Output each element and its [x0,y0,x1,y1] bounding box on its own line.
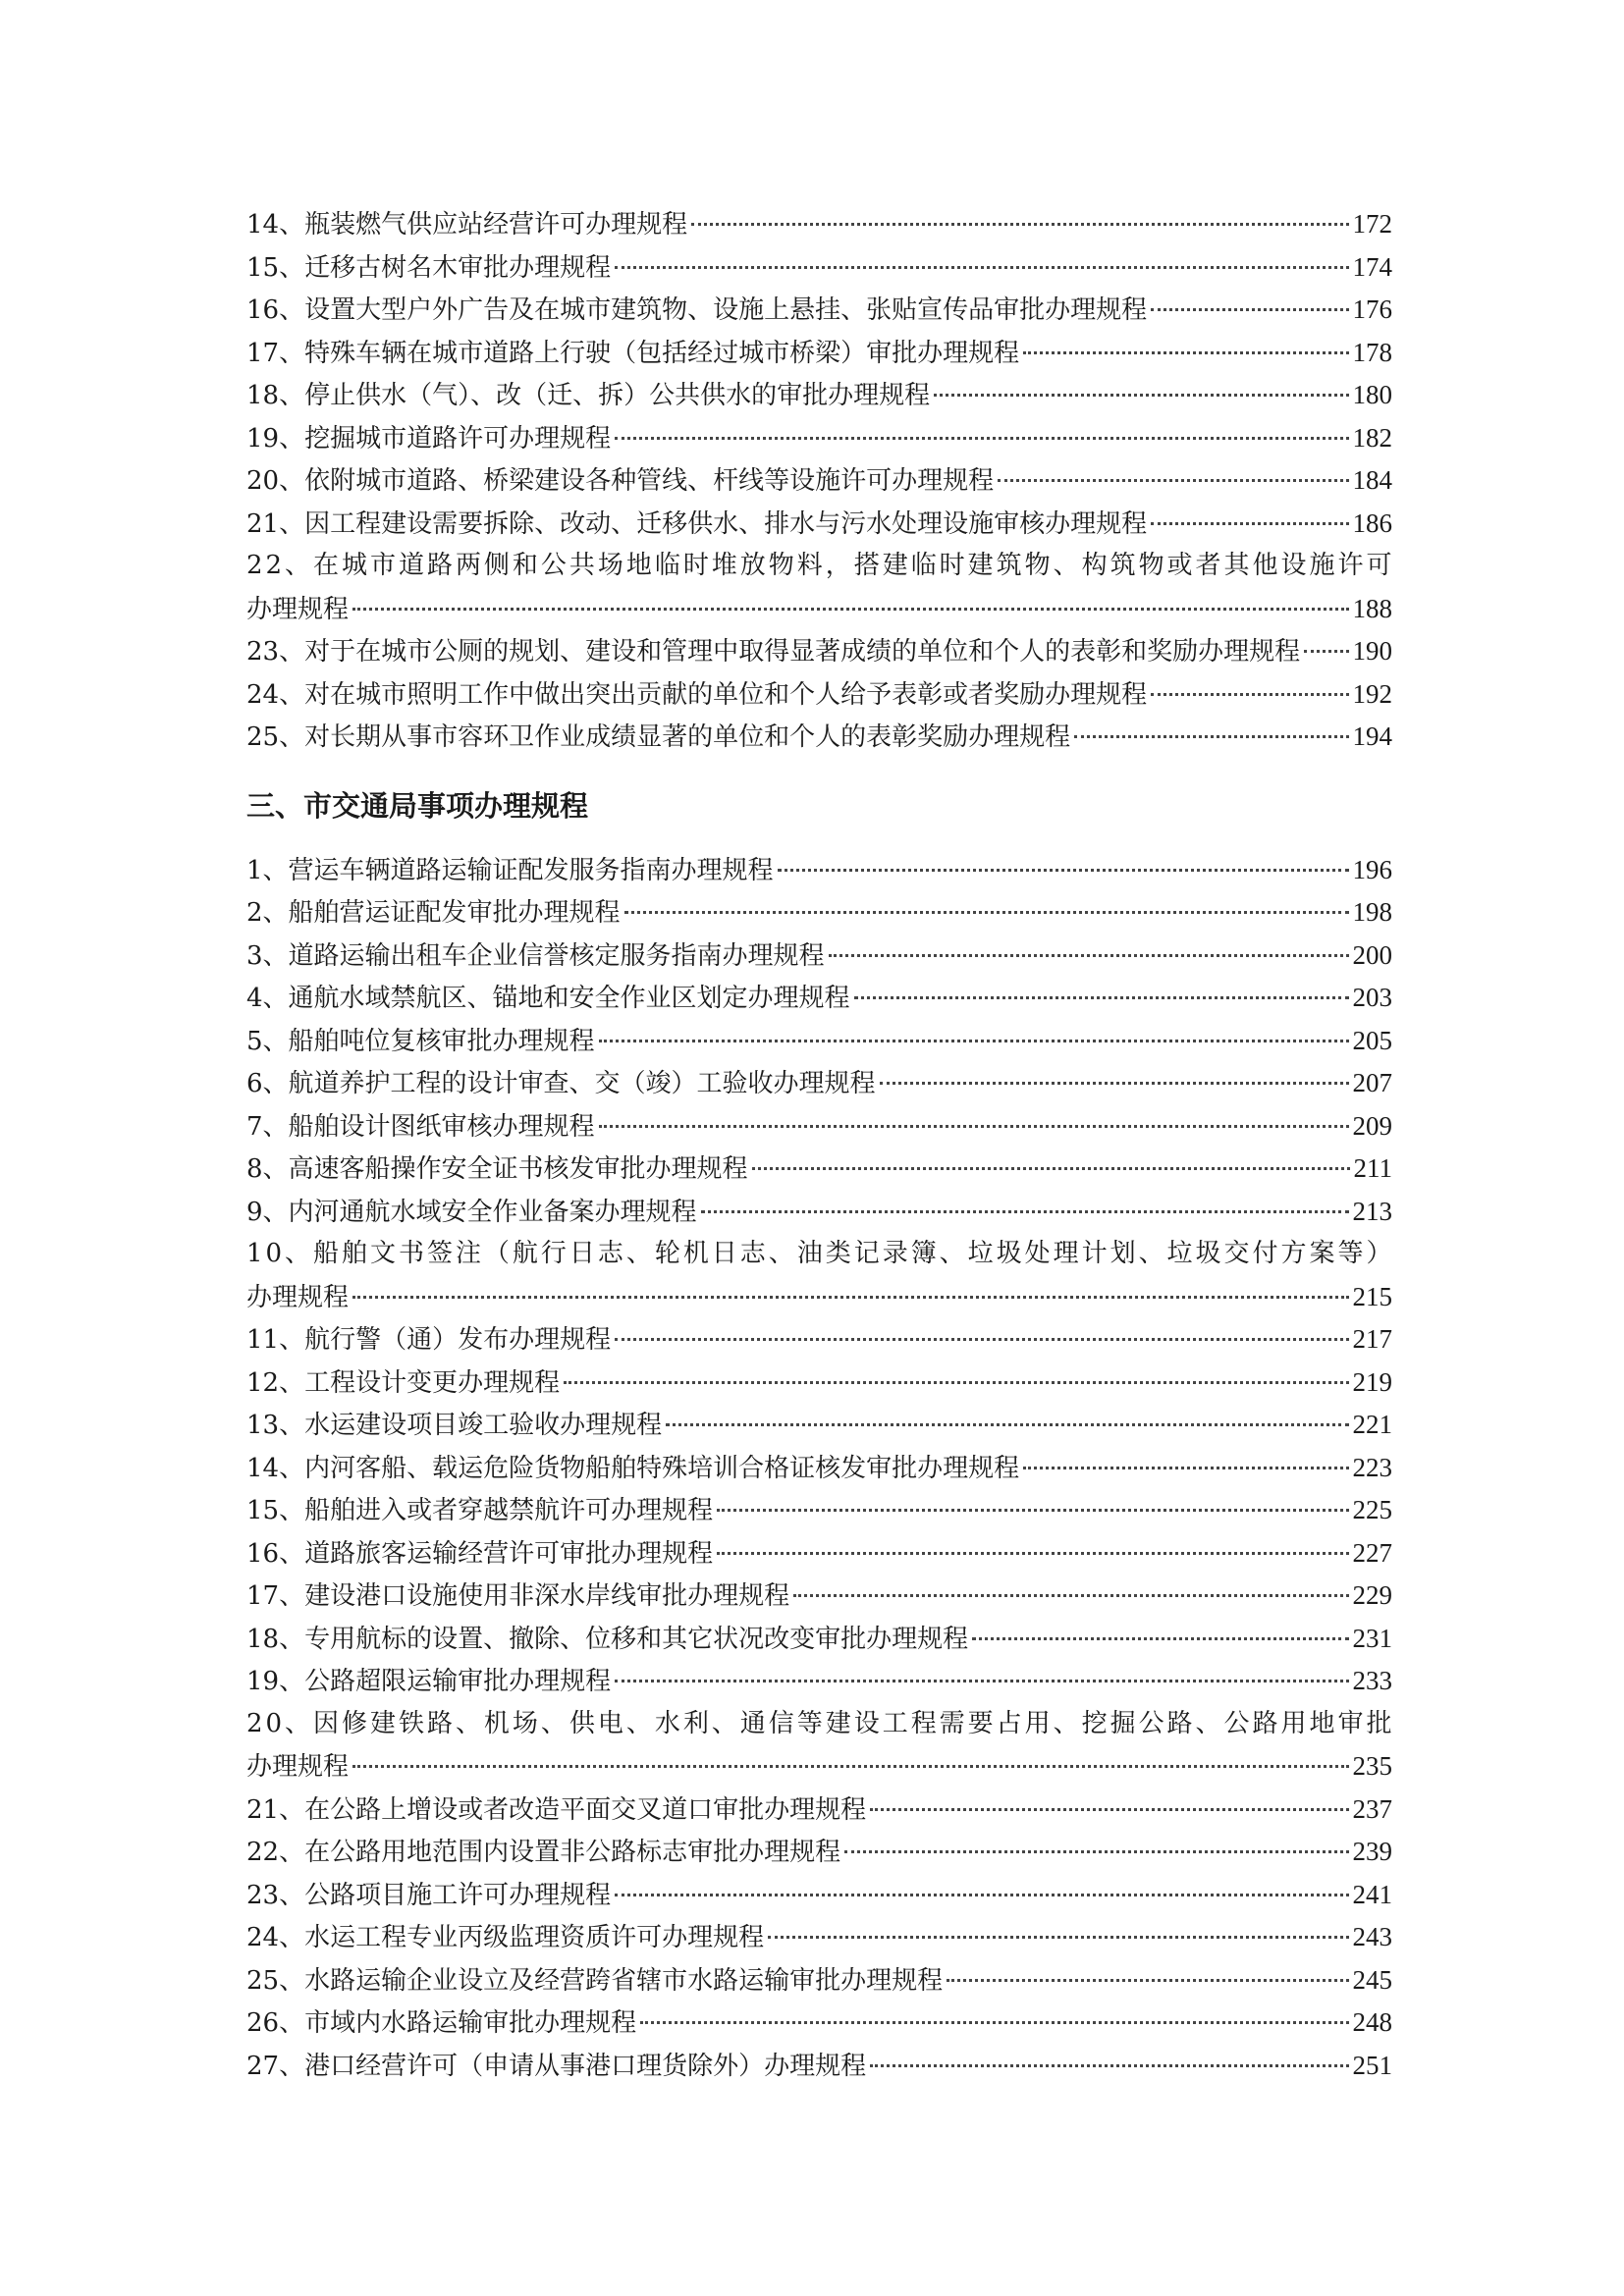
toc-list-top [246,203,1392,759]
toc-entry[interactable] [246,673,1392,717]
toc-entry-title-continued: 办理规程 [246,594,350,624]
toc-entry-page-number: 172 [1352,209,1392,239]
toc-entry-page-number: 227 [1352,1537,1392,1568]
toc-entry[interactable] [246,1916,1392,1959]
toc-entry-page-number: 200 [1352,939,1392,970]
toc-entry[interactable] [246,1318,1392,1362]
toc-entry-title: 17、特殊车辆在城市道路上行驶（包括经过城市桥梁）审批办理规程 [246,338,1020,368]
toc-entry-title: 15、迁移古树名木审批办理规程 [246,252,612,283]
toc-entry-page-number: 198 [1352,897,1392,927]
toc-entry[interactable] [246,1105,1392,1148]
dot-leader [599,1040,1349,1042]
toc-entry-page-number: 241 [1352,1879,1392,1909]
toc-entry-page-number: 188 [1352,593,1392,623]
toc-entry-page-number: 221 [1352,1410,1392,1439]
dot-leader [640,2021,1348,2024]
toc-entry-title: 20、依附城市道路、桥梁建设各种管线、杆线等设施许可办理规程 [246,466,995,496]
dot-leader [934,394,1348,397]
dot-leader [880,1082,1349,1085]
toc-entry-title: 24、水运工程专业丙级监理资质许可办理规程 [246,1923,765,1952]
toc-entry-page-number: 211 [1353,1153,1392,1183]
dot-leader [691,223,1348,226]
dot-leader [870,1808,1348,1811]
toc-entry[interactable] [246,1575,1392,1618]
toc-entry[interactable] [246,716,1392,759]
toc-entry-title: 19、挖掘城市道路许可办理规程 [246,423,612,454]
toc-entry-title: 6、航道养护工程的设计审查、交（竣）工验收办理规程 [246,1069,876,1098]
toc-entry-title: 23、公路项目施工许可办理规程 [246,1880,612,1910]
toc-entry-title: 19、公路超限运输审批办理规程 [246,1667,612,1696]
toc-entry-title: 24、对在城市照明工作中做出突出贡献的单位和个人给予表彰或者奖励办理规程 [246,679,1148,710]
dot-leader [844,1850,1348,1853]
toc-entry-title: 21、在公路上增设或者改造平面交叉道口审批办理规程 [246,1794,867,1825]
toc-entry-page-number: 207 [1352,1068,1392,1097]
toc-entry[interactable] [246,630,1392,673]
toc-entry-page-number: 233 [1352,1666,1392,1695]
toc-entry-title: 3、道路运输出租车企业信誉核定服务指南办理规程 [246,940,825,971]
dot-leader [615,1680,1348,1682]
dot-leader [615,1894,1348,1896]
toc-entry[interactable] [246,2002,1392,2045]
dot-leader [870,2064,1348,2067]
dot-leader [793,1594,1348,1597]
toc-entry-title: 9、内河通航水域安全作业备案办理规程 [246,1197,697,1227]
toc-entry[interactable] [246,459,1392,503]
dot-leader [615,266,1348,269]
dot-leader [768,1936,1348,1939]
toc-entry-page-number: 196 [1352,854,1392,884]
toc-entry-title: 11、航行警（通）发布办理规程 [246,1325,612,1355]
toc-entry[interactable] [246,1489,1392,1532]
toc-entry-title: 16、道路旅客运输经营许可审批办理规程 [246,1538,714,1569]
toc-entry[interactable] [246,289,1392,332]
toc-entry-page-number: 180 [1352,380,1392,409]
toc-entry[interactable] [246,503,1392,546]
toc-entry[interactable] [246,417,1392,460]
toc-entry[interactable] [246,246,1392,290]
dot-leader [998,479,1348,482]
toc-entry-page-number: 192 [1352,678,1392,709]
toc-entry-title: 12、工程设计变更办理规程 [246,1367,561,1398]
dot-leader [624,911,1349,914]
toc-entry-page-number: 231 [1352,1623,1392,1653]
toc-entry-page-number: 174 [1352,251,1392,282]
dot-leader [829,954,1349,957]
toc-entry-title: 25、水路运输企业设立及经营跨省辖市水路运输审批办理规程 [246,1965,944,1996]
toc-entry-page-number: 182 [1352,422,1392,453]
toc-entry[interactable] [246,1191,1392,1234]
toc-entry-page-number: 194 [1352,721,1392,751]
section-heading: 三、市交通局事项办理规程 [246,788,589,823]
toc-entry[interactable] [246,1532,1392,1575]
toc-entry-page-number: 186 [1352,507,1392,538]
toc-entry[interactable] [246,1447,1392,1490]
toc-entry[interactable] [246,977,1392,1020]
toc-entry-page-number: 237 [1352,1793,1392,1824]
toc-entry[interactable] [246,1062,1392,1105]
dot-leader [1151,522,1348,525]
toc-entry-page-number: 243 [1352,1922,1392,1951]
dot-leader [352,1765,1348,1768]
toc-entry-page-number: 190 [1352,636,1392,666]
toc-entry-page-number: 251 [1352,2050,1392,2080]
toc-entry-title: 15、船舶进入或者穿越禁航许可办理规程 [246,1496,714,1525]
toc-entry-page-number: 215 [1352,1281,1392,1311]
toc-entry[interactable] [246,1362,1392,1405]
toc-entry-page-number: 235 [1352,1751,1392,1781]
toc-entry-title: 26、市域内水路运输审批办理规程 [246,2008,637,2038]
toc-entry[interactable] [246,1959,1392,2002]
dot-leader [778,869,1349,872]
dot-leader [947,1979,1348,1982]
toc-entry[interactable] [246,1831,1392,1874]
toc-entry[interactable] [246,1233,1392,1318]
dot-leader [599,1125,1349,1128]
dot-leader [666,1423,1348,1426]
toc-entry[interactable] [246,1148,1392,1191]
toc-entry-title: 2 2 、 在 城 市 道 路 两 侧 和 公 共 场 地 临 时 堆 放 物 料 ， 搭 建 临 时 建 筑 物 、 构 筑 物 或 者 其 他 设 施 许 可 [246,551,1392,580]
toc-entry-title: 17、建设港口设施使用非深水岸线审批办理规程 [246,1581,790,1611]
dot-leader [564,1381,1348,1384]
toc-entry-page-number: 217 [1352,1324,1392,1354]
dot-leader [352,1296,1348,1299]
toc-entry-page-number: 225 [1352,1495,1392,1524]
dot-leader [1074,735,1348,738]
toc-entry-title: 14、内河客船、载运危险货物船舶特殊培训合格证核发审批办理规程 [246,1453,1020,1483]
toc-entry-title: 18、专用航标的设置、撤除、位移和其它状况改变审批办理规程 [246,1624,969,1654]
toc-entry-page-number: 239 [1352,1837,1392,1866]
toc-entry-page-number: 184 [1352,465,1392,495]
dot-leader [352,608,1348,611]
dot-leader [1151,693,1348,696]
toc-entry-title: 27、港口经营许可（申请从事港口理货除外）办理规程 [246,2051,867,2081]
dot-leader [717,1509,1348,1512]
toc-entry[interactable] [246,203,1392,246]
dot-leader [1023,1467,1348,1469]
toc-entry-page-number: 205 [1352,1025,1392,1055]
dot-leader [1304,650,1348,653]
dot-leader [1023,351,1348,354]
toc-entry[interactable] [246,1660,1392,1703]
dot-leader [717,1552,1348,1555]
toc-entry-title: 25、对长期从事市容环卫作业成绩显著的单位和个人的表彰奖励办理规程 [246,722,1071,752]
toc-entry[interactable] [246,545,1392,630]
toc-entry-page-number: 219 [1352,1366,1392,1397]
toc-entry-title: 4、通航水域禁航区、锚地和安全作业区划定办理规程 [246,984,850,1013]
toc-entry-title: 8、高速客船操作安全证书核发审批办理规程 [246,1154,748,1184]
toc-entry-title: 1 0 、 船 舶 文 书 签 注 （ 航 行 日 志 、 轮 机 日 志 、 油 类 记 录 簿 、 垃 圾 处 理 计 划 、 垃 圾 交 付 方 案 等 ） [246,1239,1392,1268]
toc-entry-title: 18、停止供水（气）、改（迁、拆）公共供水的审批办理规程 [246,381,931,410]
toc-list-bottom [246,849,1392,2088]
toc-entry-title: 2 0 、 因 修 建 铁 路 、 机 场 、 供 电 、 水 利 、 通 信 等 建 设 工 程 需 要 占 用 、 挖 掘 公 路 、 公 路 用 地 审 批 [246,1708,1392,1738]
toc-entry[interactable] [246,2045,1392,2088]
table-of-contents [246,203,1392,2087]
toc-entry[interactable] [246,934,1392,978]
toc-entry[interactable] [246,1020,1392,1063]
dot-leader [972,1637,1348,1640]
toc-entry-page-number: 213 [1352,1196,1392,1226]
toc-entry[interactable] [246,849,1392,892]
toc-entry-title: 1、营运车辆道路运输证配发服务指南办理规程 [246,855,774,885]
dot-leader [854,996,1349,999]
toc-entry-page-number: 248 [1352,2007,1392,2037]
toc-entry-page-number: 223 [1352,1452,1392,1482]
toc-entry-title: 21、因工程建设需要拆除、改动、迁移供水、排水与污水处理设施审核办理规程 [246,508,1148,539]
dot-leader [615,1338,1348,1341]
toc-entry-title: 23、对于在城市公厕的规划、建设和管理中取得显著成绩的单位和个人的表彰和奖励办理规程 [246,637,1301,667]
toc-entry[interactable] [246,1874,1392,1917]
toc-entry-title: 13、水运建设项目竣工验收办理规程 [246,1411,663,1440]
toc-entry-page-number: 203 [1352,983,1392,1012]
toc-entry-title: 14、瓶装燃气供应站经营许可办理规程 [246,210,688,240]
toc-entry-page-number: 176 [1352,294,1392,324]
toc-entry-title: 2、船舶营运证配发审批办理规程 [246,898,621,928]
toc-entry[interactable] [246,1703,1392,1789]
toc-entry-title: 5、船舶吨位复核审批办理规程 [246,1026,595,1056]
toc-entry[interactable] [246,1404,1392,1447]
toc-entry-title-continued: 办理规程 [246,1282,350,1312]
toc-entry[interactable] [246,332,1392,375]
toc-entry-title: 16、设置大型户外广告及在城市建筑物、设施上悬挂、张贴宣传品审批办理规程 [246,295,1148,325]
dot-leader [752,1167,1350,1170]
toc-entry[interactable] [246,1789,1392,1832]
toc-entry-title: 7、船舶设计图纸审核办理规程 [246,1111,595,1142]
toc-entry-page-number: 178 [1352,337,1392,367]
dot-leader [701,1210,1349,1213]
dot-leader [615,437,1348,440]
toc-entry-title: 22、在公路用地范围内设置非公路标志审批办理规程 [246,1838,841,1867]
toc-entry-title-continued: 办理规程 [246,1752,350,1782]
toc-entry-page-number: 209 [1352,1110,1392,1141]
toc-entry-page-number: 229 [1352,1580,1392,1610]
toc-entry[interactable] [246,374,1392,417]
toc-entry-page-number: 245 [1352,1964,1392,1995]
dot-leader [1151,308,1348,311]
toc-entry[interactable] [246,891,1392,934]
toc-entry[interactable] [246,1618,1392,1661]
